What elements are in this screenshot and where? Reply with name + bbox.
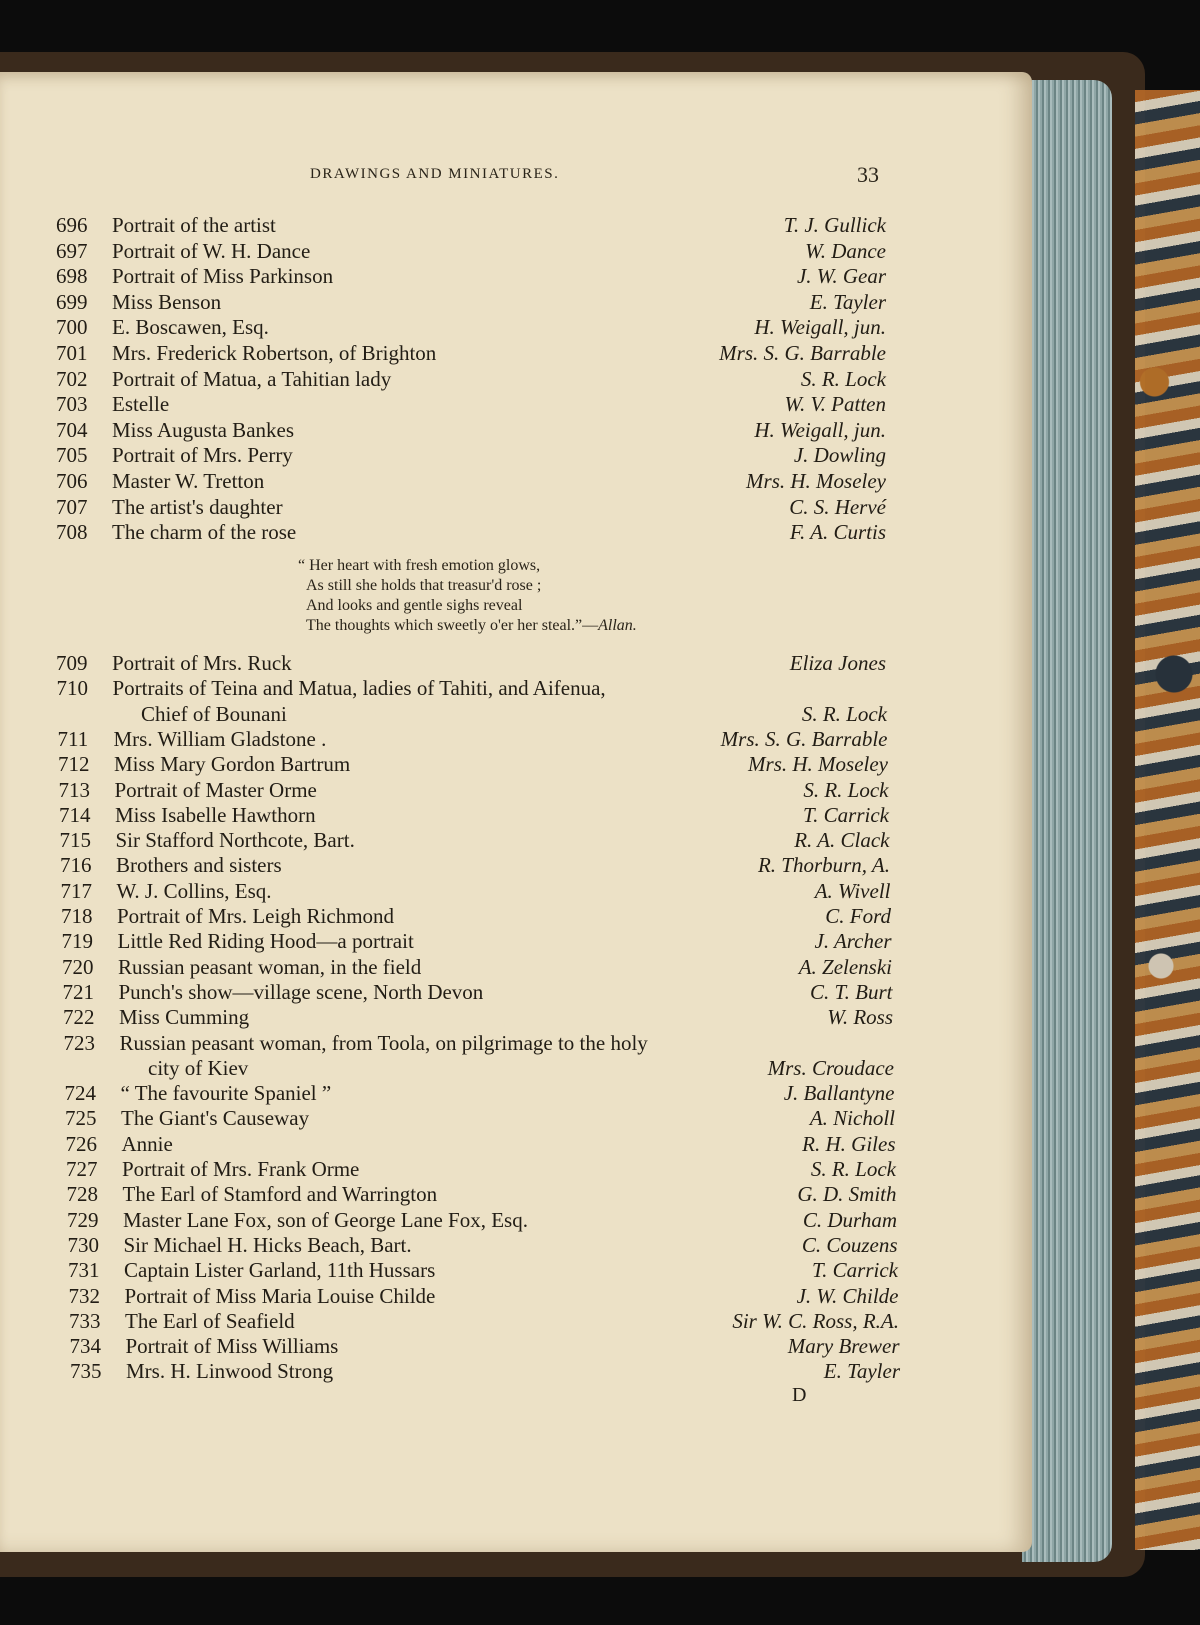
entry-row xyxy=(61,904,891,929)
entry-artist: Mrs. H. Moseley xyxy=(748,752,888,777)
entry-title: Portrait of Mrs. Frank Orme xyxy=(122,1157,360,1181)
entry-row xyxy=(68,1233,898,1258)
entry-title: Portrait of Mrs. Ruck xyxy=(112,651,292,675)
entry-number: 729 xyxy=(67,1207,99,1232)
entry-row xyxy=(67,1208,897,1233)
entry-artist: J. Archer xyxy=(814,929,892,954)
entry-row-continued xyxy=(64,1056,894,1081)
entry-row xyxy=(62,955,892,980)
entry-artist: S. R. Lock xyxy=(810,1157,896,1181)
entry-artist: E. Tayler xyxy=(809,289,886,314)
entry-row xyxy=(65,1106,895,1131)
quote-author: Allan. xyxy=(598,617,637,634)
entry-number: 722 xyxy=(63,1005,95,1030)
entry-row xyxy=(56,418,886,443)
entry-row xyxy=(56,443,886,468)
entry-artist: R. H. Giles xyxy=(802,1131,896,1156)
page-number: 33 xyxy=(857,162,879,187)
entry-number: 713 xyxy=(58,777,90,802)
entry-number: 707 xyxy=(56,494,88,519)
entry-title: Captain Lister Garland, 11th Hussars xyxy=(124,1258,436,1283)
entry-title: Portrait of W. H. Dance xyxy=(112,238,311,263)
entry-number: 716 xyxy=(60,853,92,878)
entry-title: Miss Cumming xyxy=(119,1005,250,1030)
entry-title: Mrs. H. Linwood Strong xyxy=(126,1359,334,1384)
entry-title: Portrait of Miss Williams xyxy=(125,1334,339,1359)
entry-row xyxy=(60,828,890,853)
entry-number: 730 xyxy=(67,1232,99,1257)
quote-line: And looks and gentle sighs reveal xyxy=(306,597,523,614)
entry-number: 723 xyxy=(63,1030,95,1055)
entry-artist: W. Ross xyxy=(827,1005,893,1030)
entry-artist: W. Dance xyxy=(805,238,886,263)
entry-artist: Mrs. Croudace xyxy=(767,1055,894,1080)
entry-number: 699 xyxy=(56,289,88,314)
page-edges xyxy=(1022,80,1112,1562)
entry-artist: Sir W. C. Ross, R.A. xyxy=(732,1308,899,1333)
entry-number: 700 xyxy=(56,315,88,340)
entry-artist: Mrs. H. Moseley xyxy=(746,469,886,493)
entry-number: 708 xyxy=(56,520,88,545)
entry-artist: S. R. Lock xyxy=(800,366,886,391)
entry-title: Mrs. William Gladstone . xyxy=(113,726,327,751)
entry-row xyxy=(56,520,886,545)
entry-title: Chief of Bounani xyxy=(141,701,287,726)
entry-artist: A. Zelenski xyxy=(798,954,892,979)
entry-number: 697 xyxy=(56,238,88,263)
entry-artist: Mrs. S. G. Barrable xyxy=(719,341,886,365)
entry-title: Sir Michael H. Hicks Beach, Bart. xyxy=(123,1232,412,1257)
entry-artist: A. Nicholl xyxy=(809,1106,895,1131)
entry-number: 710 xyxy=(56,676,88,701)
entry-row xyxy=(70,1334,900,1359)
entry-number: 709 xyxy=(56,651,88,675)
entry-row xyxy=(56,239,886,264)
entry-title: Punch's show—village scene, North Devon xyxy=(118,979,484,1004)
entry-number: 714 xyxy=(59,802,91,827)
entry-title: Brothers and sisters xyxy=(116,853,282,878)
entry-title: Miss Augusta Bankes xyxy=(112,417,295,442)
entry-artist: H. Weigall, jun. xyxy=(754,315,886,340)
entry-title: Master W. Tretton xyxy=(112,469,265,493)
quote-line xyxy=(298,616,637,636)
entry-number: 706 xyxy=(56,469,88,493)
entry-row xyxy=(56,290,886,315)
entry-title: The Earl of Seafield xyxy=(125,1308,295,1333)
entry-row xyxy=(59,803,889,828)
entry-row xyxy=(63,1005,893,1030)
entry-row xyxy=(57,676,887,701)
quote-line-text: The thoughts which sweetly o'er her steal.”— xyxy=(306,617,599,634)
quote-line: “ Her heart with fresh emotion glows, xyxy=(298,557,541,574)
entry-artist: R. A. Clack xyxy=(794,828,890,853)
entry-title: Russian peasant woman, in the field xyxy=(118,954,422,979)
entry-artist: G. D. Smith xyxy=(797,1182,897,1207)
entry-row xyxy=(66,1157,896,1182)
entry-artist: S. R. Lock xyxy=(801,701,887,726)
entry-number: 732 xyxy=(68,1283,100,1308)
entry-artist: E. Tayler xyxy=(823,1359,900,1384)
entry-row xyxy=(56,495,886,520)
section-title: DRAWINGS AND MINIATURES. xyxy=(310,166,560,182)
entry-row xyxy=(71,1385,901,1410)
entry-artist: J. Dowling xyxy=(793,443,886,468)
entry-artist: H. Weigall, jun. xyxy=(754,417,886,442)
entry-number: 702 xyxy=(56,366,88,391)
entry-row xyxy=(65,1081,895,1106)
entry-row xyxy=(56,651,886,676)
entry-row xyxy=(69,1284,899,1309)
entry-row xyxy=(58,752,888,777)
entry-artist: F. A. Curtis xyxy=(789,520,886,545)
entry-title: Portraits of Teina and Matua, ladies of Tahiti, and Aifenua, xyxy=(112,676,606,701)
entry-row xyxy=(58,727,888,752)
entry-artist: J. W. Childe xyxy=(796,1283,899,1308)
entry-row xyxy=(59,778,889,803)
entry-artist: T. Carrick xyxy=(803,802,889,827)
entry-title: Miss Mary Gordon Bartrum xyxy=(114,752,351,777)
entry-title: Sir Stafford Northcote, Bart. xyxy=(115,828,355,853)
entry-title: Annie xyxy=(121,1131,173,1156)
entry-row xyxy=(56,264,886,289)
quote-line: As still she holds that treasur'd rose ; xyxy=(306,577,542,594)
entry-title: W. J. Collins, Esq. xyxy=(116,878,272,903)
entry-title: Portrait of the artist xyxy=(112,213,276,237)
entry-number: 698 xyxy=(56,264,88,289)
entry-row xyxy=(70,1359,900,1384)
entry-title: Portrait of Miss Parkinson xyxy=(112,264,334,289)
entry-artist: C. S. Hervé xyxy=(789,494,886,519)
entry-number: 705 xyxy=(56,443,88,468)
entry-row xyxy=(64,1031,894,1056)
entry-row xyxy=(56,315,886,340)
entry-number: 711 xyxy=(57,726,89,751)
entry-artist: C. Ford xyxy=(825,904,891,928)
entry-title: The artist's daughter xyxy=(112,494,283,519)
entry-row xyxy=(56,469,886,494)
entry-number: 719 xyxy=(61,929,93,954)
entry-number: 733 xyxy=(69,1308,101,1333)
entry-title: Little Red Riding Hood—a portrait xyxy=(117,929,414,954)
entry-title: Portrait of Mrs. Leigh Richmond xyxy=(117,904,395,928)
entry-number: 704 xyxy=(56,417,88,442)
entry-artist: C. Couzens xyxy=(801,1232,898,1257)
entry-artist: Mary Brewer xyxy=(787,1334,900,1359)
entry-artist: J. W. Gear xyxy=(796,264,886,289)
entry-title: Miss Benson xyxy=(112,289,222,314)
entry-row xyxy=(67,1182,897,1207)
entry-number: 734 xyxy=(69,1334,101,1359)
entry-title: The Earl of Stamford and Warrington xyxy=(122,1182,438,1207)
entry-row xyxy=(68,1258,898,1283)
entry-row xyxy=(66,1132,896,1157)
entry-number: 718 xyxy=(61,904,93,928)
entry-number: 724 xyxy=(64,1081,96,1106)
entry-number: 703 xyxy=(56,392,88,417)
entry-title: city of Kiev xyxy=(148,1055,249,1080)
entry-row xyxy=(56,213,886,238)
entry-title: Portrait of Matua, a Tahitian lady xyxy=(112,366,392,391)
entry-number: 728 xyxy=(66,1182,98,1207)
entry-number: 701 xyxy=(56,341,88,365)
entry-row xyxy=(56,392,886,417)
entry-number: 727 xyxy=(66,1157,98,1181)
signature-mark: D xyxy=(792,1384,807,1406)
entry-number: 731 xyxy=(68,1258,100,1283)
entry-row xyxy=(61,879,891,904)
entry-artist: S. R. Lock xyxy=(803,777,889,802)
entry-number: 726 xyxy=(65,1131,97,1156)
entry-artist: J. Ballantyne xyxy=(783,1081,895,1106)
entry-title: Portrait of Mrs. Perry xyxy=(112,443,293,468)
entry-row xyxy=(56,367,886,392)
entry-artist: A. Wivell xyxy=(814,878,891,903)
entry-artist: Eliza Jones xyxy=(789,651,886,675)
entry-number: 696 xyxy=(56,213,88,237)
verse-quote xyxy=(298,556,637,636)
entry-title: Miss Isabelle Hawthorn xyxy=(115,802,316,827)
entry-row xyxy=(69,1309,899,1334)
entry-artist: R. Thorburn, A. xyxy=(757,853,890,878)
entry-row xyxy=(60,853,890,878)
entry-row xyxy=(63,980,893,1005)
entry-title: The charm of the rose xyxy=(112,520,297,545)
entry-number: 735 xyxy=(70,1359,102,1384)
entry-title: Estelle xyxy=(112,392,170,417)
entry-artist: W. V. Patten xyxy=(784,392,886,417)
entry-title: Portrait of Master Orme xyxy=(114,777,317,802)
entry-number: 725 xyxy=(65,1106,97,1131)
entry-title: E. Boscawen, Esq. xyxy=(112,315,269,340)
entry-title: “ The favourite Spaniel ” xyxy=(120,1081,332,1106)
entry-row xyxy=(62,929,892,954)
entry-title: Russian peasant woman, from Toola, on pilgrimage to the holy xyxy=(119,1030,648,1055)
entry-number: 717 xyxy=(60,878,92,903)
entry-number: 721 xyxy=(62,979,94,1004)
entry-row-continued xyxy=(57,702,887,727)
entry-number: 720 xyxy=(62,954,94,979)
entry-title: Portrait of Miss Maria Louise Childe xyxy=(124,1283,436,1308)
entry-artist: T. J. Gullick xyxy=(783,213,886,237)
entry-artist: C. Durham xyxy=(802,1207,897,1232)
entry-artist: Mrs. S. G. Barrable xyxy=(720,726,888,751)
entry-artist: T. Carrick xyxy=(812,1258,898,1283)
marbled-endpaper xyxy=(1135,90,1200,1550)
entry-title: Master Lane Fox, son of George Lane Fox, Esq. xyxy=(123,1207,528,1232)
entry-artist: C. T. Burt xyxy=(810,979,893,1004)
entry-row xyxy=(56,341,886,366)
entry-title: The Giant's Causeway xyxy=(121,1106,310,1131)
entry-title: Mrs. Frederick Robertson, of Brighton xyxy=(112,341,437,365)
entry-number: 715 xyxy=(59,828,91,853)
entry-number: 712 xyxy=(58,752,90,777)
